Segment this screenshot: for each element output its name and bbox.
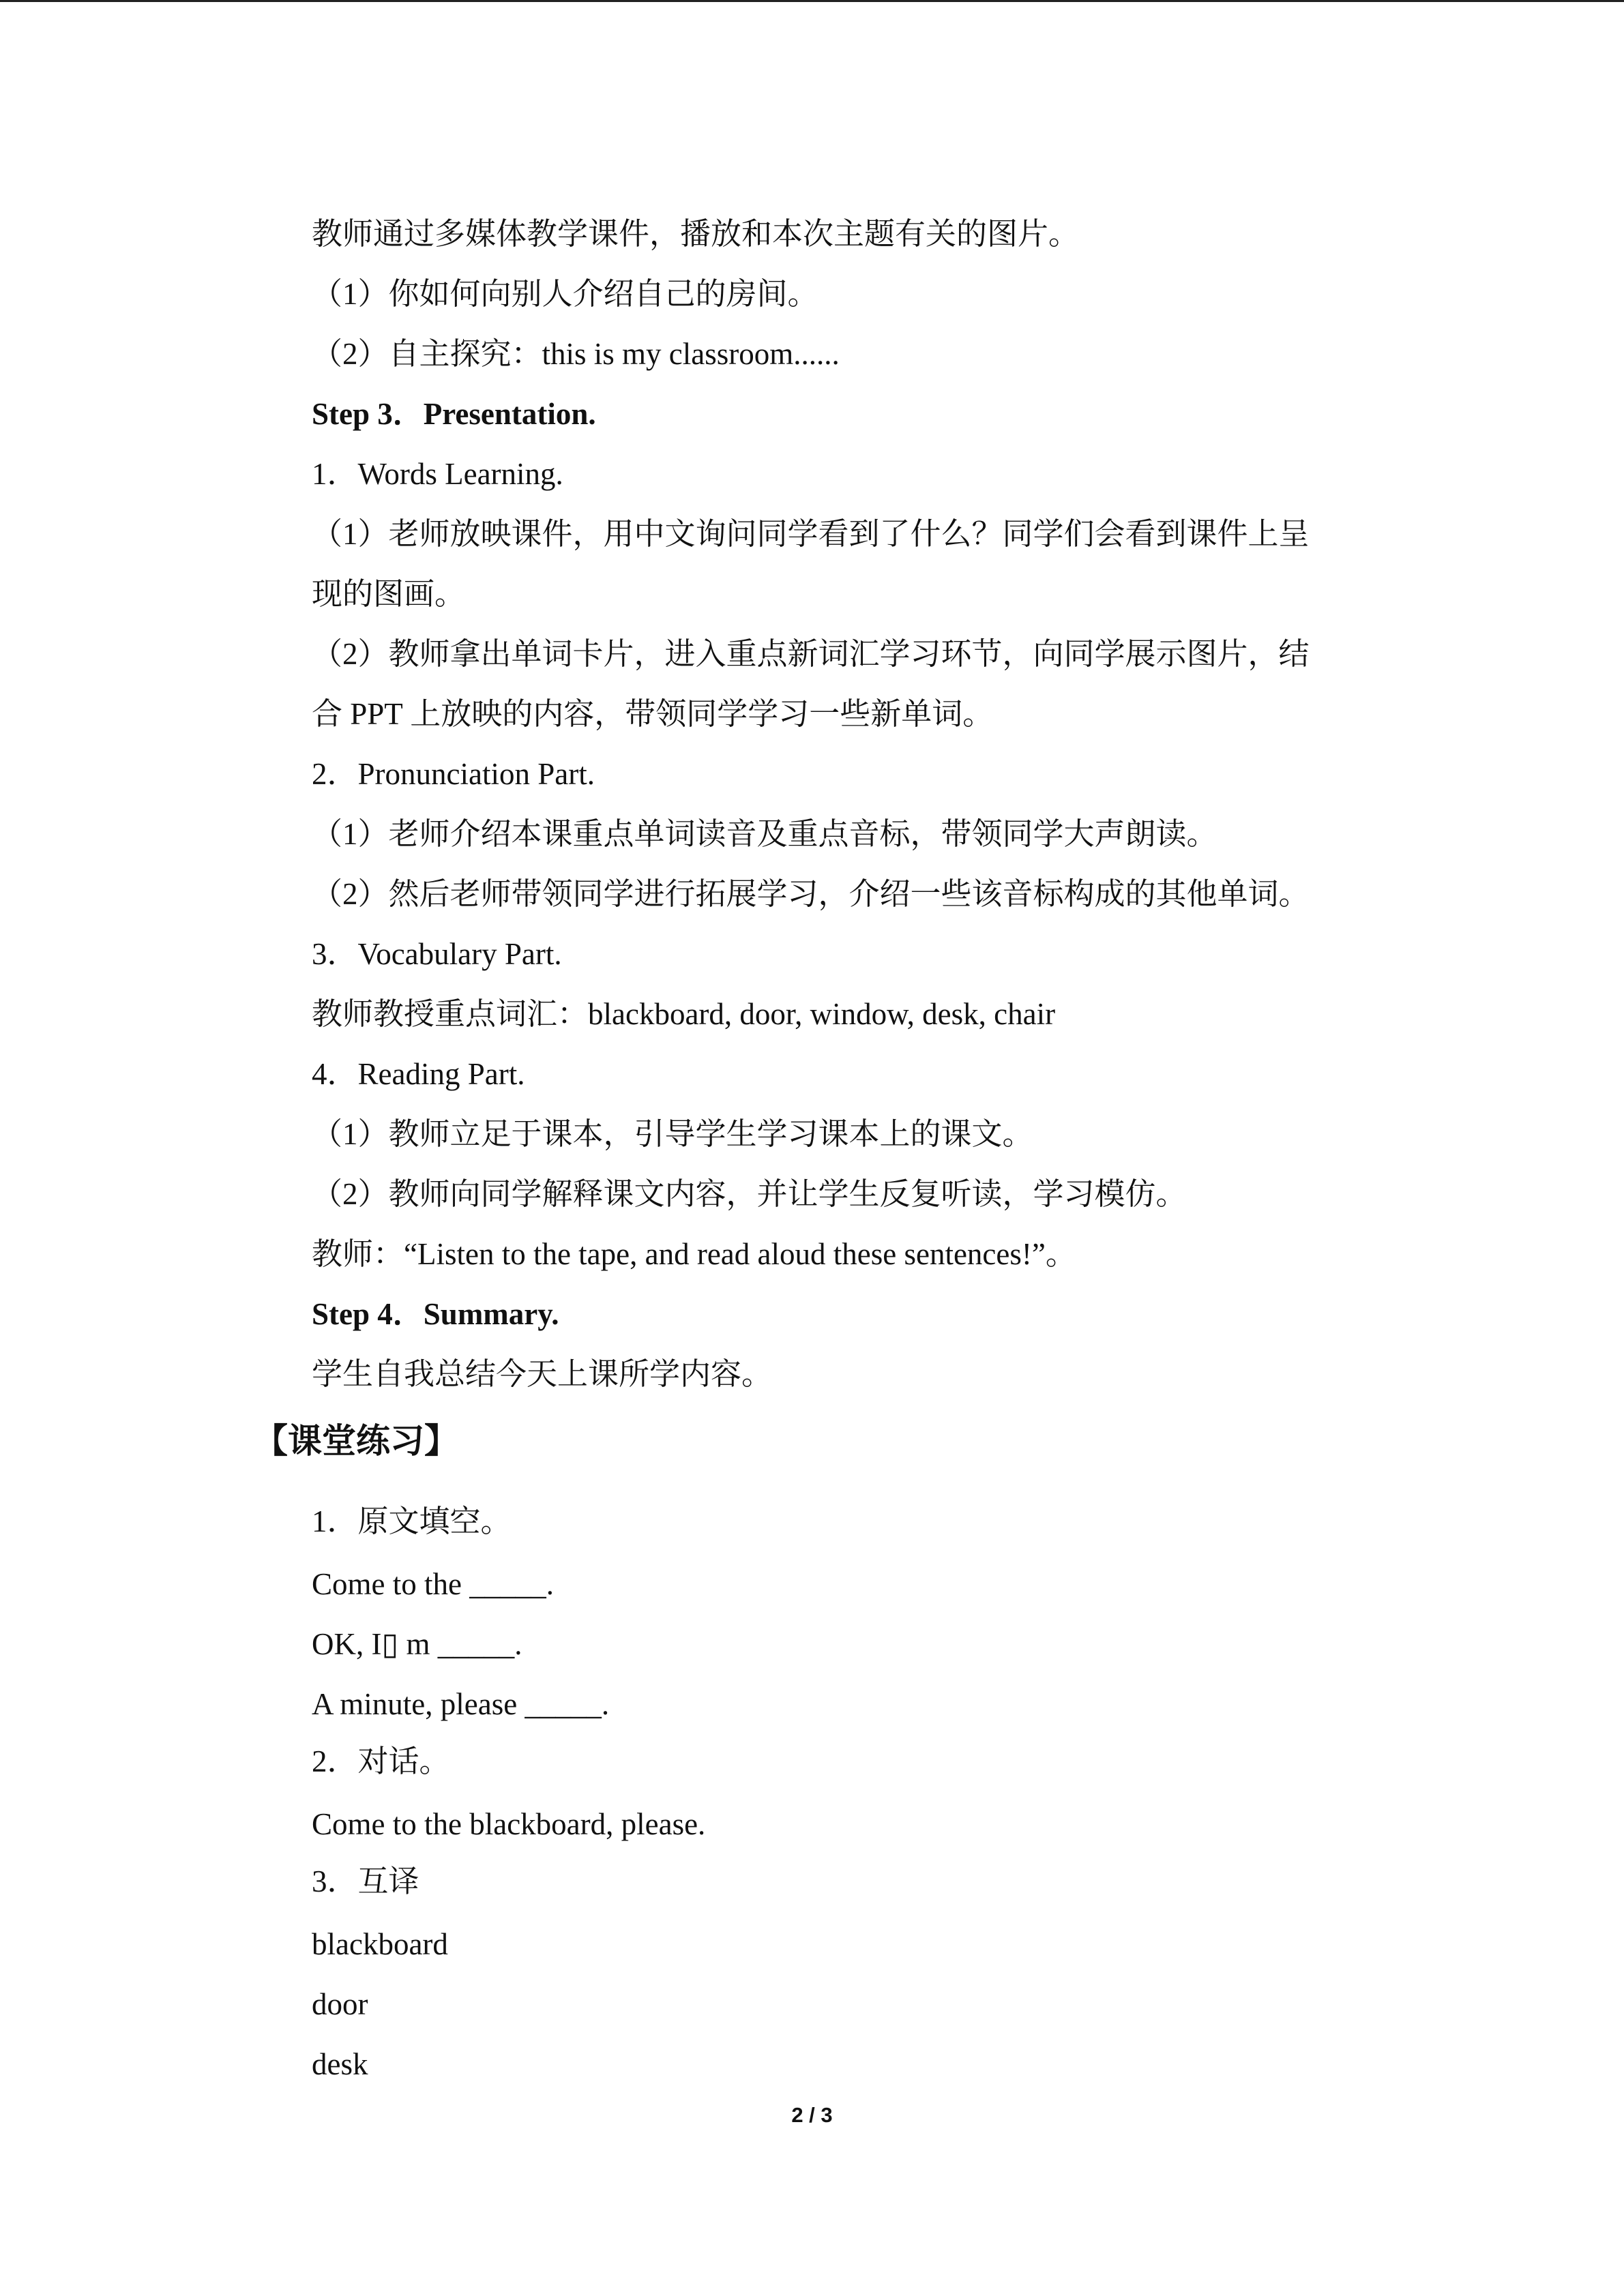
exercise-line: door <box>312 1987 368 2021</box>
body-line: 4．Reading Part. <box>312 1057 525 1091</box>
exercise-line: 2．对话。 <box>312 1744 450 1778</box>
body-line: （2）自主探究：this is my classroom...... <box>312 337 840 371</box>
body-line: （1）老师放映课件，用中文询问同学看到了什么？同学们会看到课件上呈 <box>312 517 1310 551</box>
body-line: （1）教师立足于课本，引导学生学习课本上的课文。 <box>312 1117 1033 1151</box>
exercise-line: desk <box>312 2047 368 2081</box>
body-line: 现的图画。 <box>312 577 466 611</box>
step-heading: Step 4．Summary. <box>312 1297 559 1331</box>
exercise-line: blackboard <box>312 1927 448 1961</box>
exercise-line: OK, I▯ m _____. <box>312 1627 522 1661</box>
body-line: （2）然后老师带领同学进行拓展学习，介绍一些该音标构成的其他单词。 <box>312 877 1310 911</box>
body-line: 3．Vocabulary Part. <box>312 937 562 971</box>
exercise-line: Come to the _____. <box>312 1567 554 1601</box>
body-line: （1）你如何向别人介绍自己的房间。 <box>312 277 818 311</box>
body-line: 教师教授重点词汇：blackboard, door, window, desk, chair <box>312 997 1056 1031</box>
body-line: 教师：“Listen to the tape, and read aloud these sentences!”。 <box>312 1237 1076 1271</box>
body-line: 学生自我总结今天上课所学内容。 <box>312 1357 773 1391</box>
body-line: 教师通过多媒体教学课件，播放和本次主题有关的图片。 <box>312 217 1080 251</box>
step-heading: Step 3．Presentation. <box>312 397 596 431</box>
body-line: （1）老师介绍本课重点单词读音及重点音标，带领同学大声朗读。 <box>312 817 1217 851</box>
body-line: （2）教师拿出单词卡片，进入重点新词汇学习环节，向同学展示图片，结 <box>312 637 1310 671</box>
exercise-line: Come to the blackboard, please. <box>312 1807 706 1841</box>
page-number: 2 / 3 <box>791 2103 833 2127</box>
body-line: 1．Words Learning. <box>312 457 563 491</box>
body-line: （2）教师向同学解释课文内容，并让学生反复听读，学习模仿。 <box>312 1177 1187 1211</box>
section-title: 【课堂练习】 <box>254 1421 458 1461</box>
exercise-line: 1．原文填空。 <box>312 1504 512 1538</box>
exercise-line: A minute, please _____. <box>312 1687 610 1721</box>
body-line: 合 PPT 上放映的内容，带领同学学习一些新单词。 <box>312 697 994 731</box>
body-line: 2．Pronunciation Part. <box>312 757 595 791</box>
exercise-line: 3．互译 <box>312 1864 419 1898</box>
